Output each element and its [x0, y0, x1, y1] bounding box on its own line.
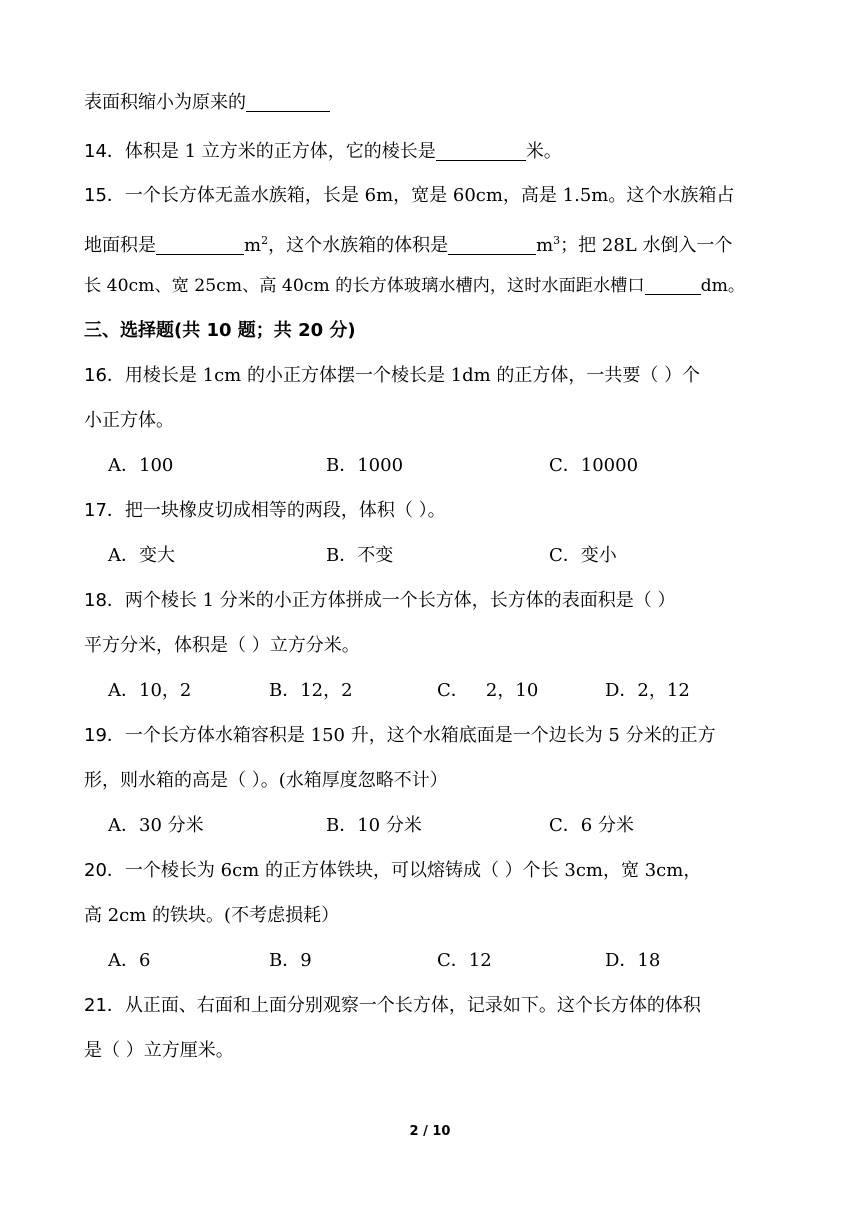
q15-line3-b: dm。 — [700, 276, 746, 296]
option-c[interactable]: C．10000 — [549, 455, 639, 476]
option-a[interactable]: A．变大 — [108, 545, 175, 566]
q15-line2-b: ，这个水族箱的体积是 — [268, 235, 449, 256]
question-15-line-1 — [84, 183, 790, 209]
question-15-line-3 — [84, 273, 790, 299]
question-17-line-1 — [84, 498, 790, 524]
question-20-line-1 — [84, 858, 790, 884]
q15-unit-volume: m — [536, 235, 554, 256]
q15-volume-blank[interactable] — [448, 234, 536, 255]
q15-depth-blank[interactable] — [645, 274, 701, 295]
question-number: 18． — [84, 590, 125, 611]
option-b[interactable]: B．9 — [269, 950, 312, 971]
q13-answer-blank[interactable] — [246, 91, 330, 112]
q15-unit-volume-exponent: 3 — [553, 234, 561, 247]
question-text: 两个棱长 1 分米的小正方体拼成一个长方体，长方体的表面积是（ ） — [124, 590, 676, 611]
option-c[interactable]: C．变小 — [549, 545, 617, 566]
question-number: 21． — [84, 995, 125, 1016]
question-16-line-2: 小正方体。 — [84, 410, 174, 431]
option-b[interactable]: B．1000 — [326, 455, 404, 476]
question-text: 把一块橡皮切成相等的两段，体积（ ）。 — [124, 500, 446, 521]
q14-answer-blank[interactable] — [436, 140, 526, 161]
q15-line3-a: 长 40cm、宽 25cm、高 40cm 的长方体玻璃水槽内，这时水面距水槽口 — [84, 276, 645, 296]
question-14 — [84, 139, 790, 165]
question-19-line-1 — [84, 723, 790, 749]
option-b[interactable]: B．不变 — [326, 545, 394, 566]
option-c[interactable]: C．6 分米 — [549, 815, 634, 836]
option-a[interactable]: A．6 — [108, 950, 151, 971]
question-20-line-2: 高 2cm 的铁块。(不考虑损耗） — [84, 905, 340, 926]
q15-unit-area-exponent: 2 — [261, 234, 269, 247]
option-c[interactable]: C．12 — [437, 950, 492, 971]
q15-line1: 一个长方体无盖水族箱，长是 6m，宽是 60cm，高是 1.5m。这个水族箱占 — [124, 185, 735, 206]
q14-text-a: 体积是 1 立方米的正方体，它的棱长是 — [124, 141, 436, 162]
section-heading: 三、选择题(共 10 题；共 20 分) — [84, 320, 356, 341]
option-d[interactable]: D．18 — [605, 950, 661, 971]
page-number: 2 / 10 — [409, 1124, 451, 1139]
question-16-line-1 — [84, 363, 790, 389]
question-number: 19． — [84, 725, 125, 746]
q15-line2-c: ；把 28L 水倒入一个 — [560, 235, 733, 256]
q15-unit-area: m — [244, 235, 262, 256]
option-d[interactable]: D．2，12 — [605, 680, 690, 701]
option-a[interactable]: A．100 — [108, 455, 174, 476]
option-b[interactable]: B．10 分米 — [326, 815, 422, 836]
question-text: 一个长方体水箱容积是 150 升，这个水箱底面是一个边长为 5 分米的正方 — [124, 725, 716, 746]
question-number: 16． — [84, 365, 125, 386]
question-19-line-2: 形，则水箱的高是（ ）。(水箱厚度忽略不计） — [84, 770, 448, 791]
q15-line2-a: 地面积是 — [84, 235, 156, 256]
question-text: 用棱长是 1cm 的小正方体摆一个棱长是 1dm 的正方体，一共要（ ）个 — [124, 365, 701, 386]
q15-area-blank[interactable] — [156, 234, 244, 255]
question-15-line-2 — [84, 228, 790, 259]
question-text: 一个棱长为 6cm 的正方体铁块，可以熔铸成（ ）个长 3cm，宽 3cm， — [124, 860, 702, 881]
question-18-line-1 — [84, 588, 790, 614]
question-21-line-2: 是（ ）立方厘米。 — [84, 1040, 234, 1061]
option-b[interactable]: B．12，2 — [269, 680, 353, 701]
question-18-line-2: 平方分米，体积是（ ）立方分米。 — [84, 635, 360, 656]
q13-continuation-text: 表面积缩小为原来的 — [84, 92, 246, 113]
question-21-line-1 — [84, 993, 790, 1019]
question-number: 15． — [84, 185, 125, 206]
q13-continuation-line — [84, 90, 790, 116]
option-a[interactable]: A．30 分米 — [108, 815, 204, 836]
option-c[interactable]: C． 2，10 — [437, 680, 539, 701]
q14-text-b: 米。 — [525, 141, 562, 162]
question-number: 17． — [84, 500, 125, 521]
question-text: 从正面、右面和上面分别观察一个长方体，记录如下。这个长方体的体积 — [124, 995, 701, 1016]
question-number: 20． — [84, 860, 125, 881]
option-a[interactable]: A．10，2 — [108, 680, 192, 701]
question-number: 14． — [84, 141, 125, 162]
